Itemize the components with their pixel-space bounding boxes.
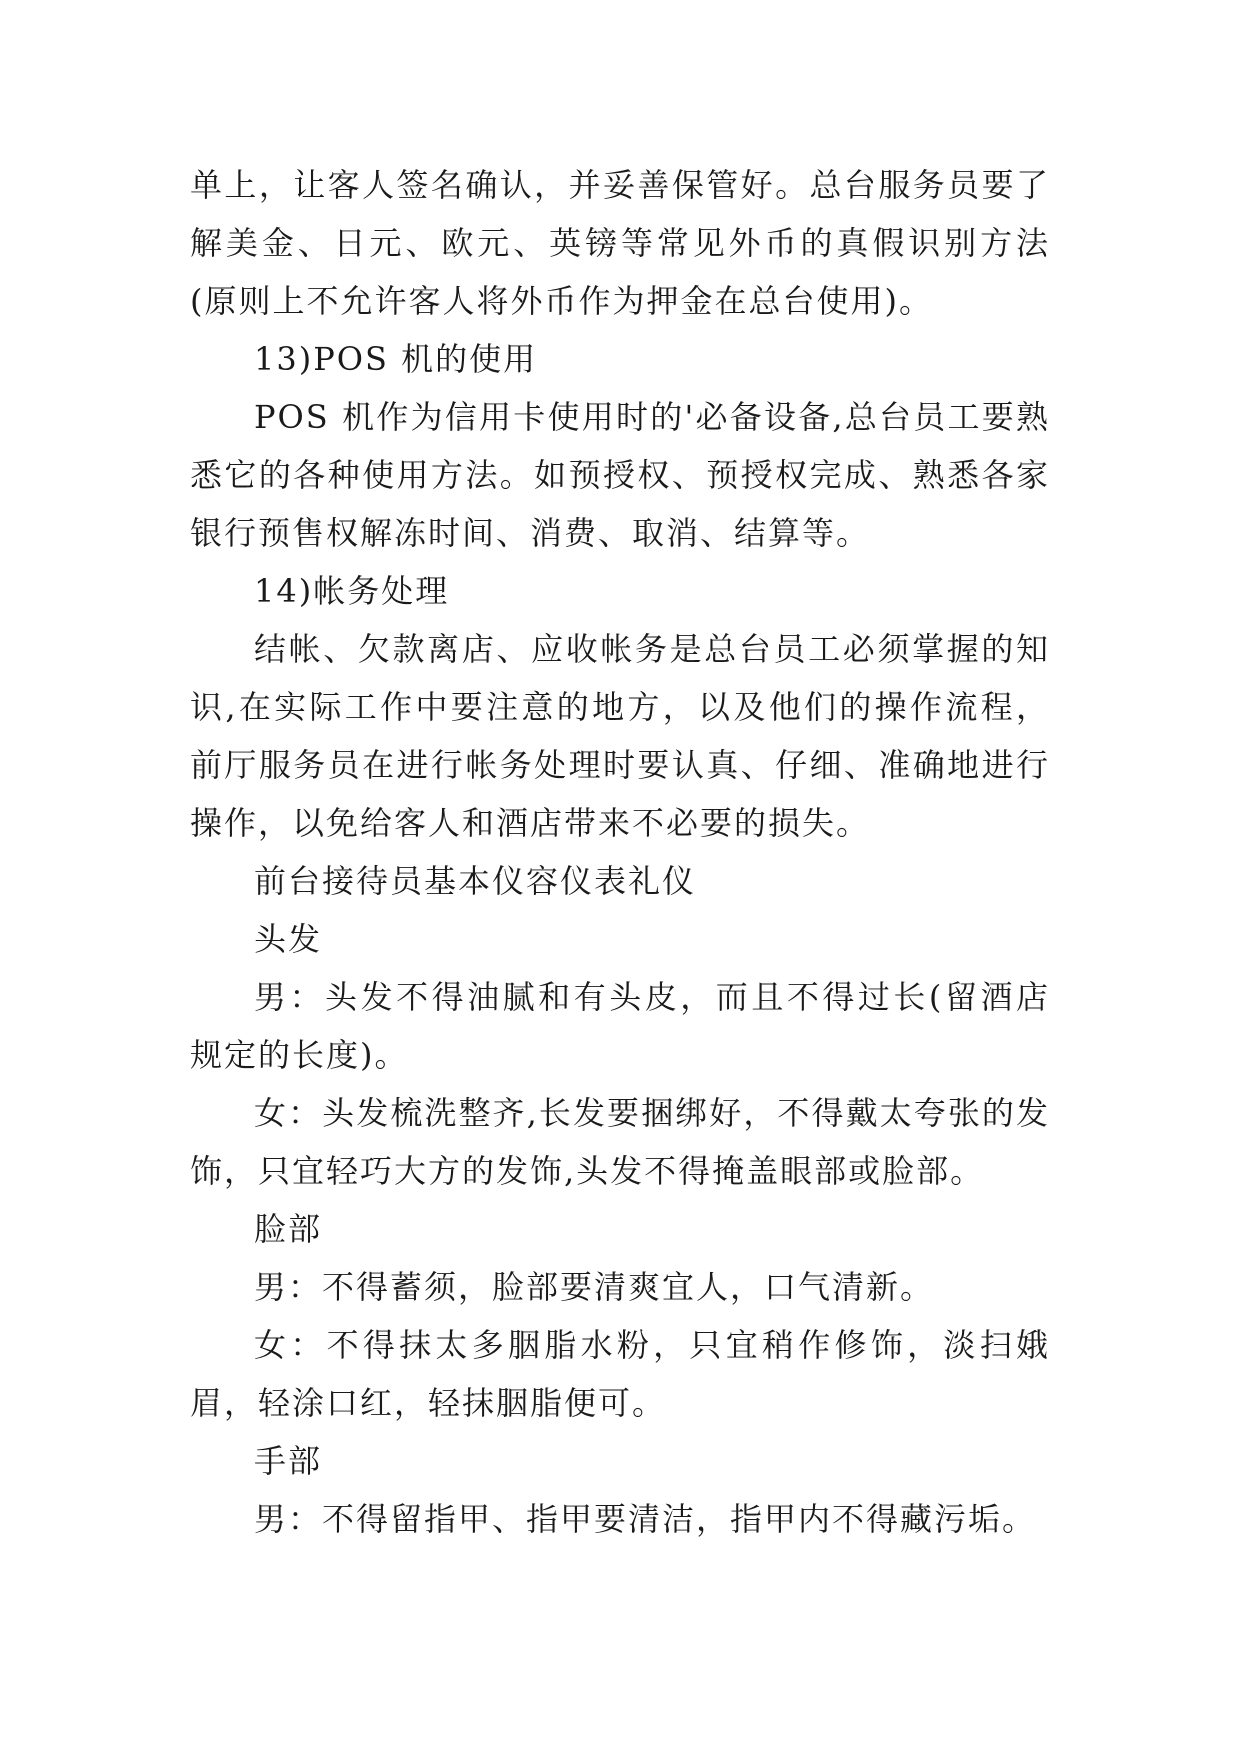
document-body xyxy=(190,156,1050,1548)
heading-accounting: 14)帐务处理 xyxy=(254,572,450,610)
paragraph-pos-usage: POS 机作为信用卡使用时的'必备设备,总台员工要熟悉它的各种使用方法。如预授权、预授权完成、熟悉各家银行预售权解冻时间、消费、取消、结算等。 xyxy=(190,398,1050,552)
heading-hands: 手部 xyxy=(254,1442,323,1480)
heading-hair: 头发 xyxy=(254,920,323,958)
paragraph-hair-female: 女：头发梳洗整齐,长发要捆绑好，不得戴太夸张的发饰，只宜轻巧大方的发饰,头发不得掩盖眼部或脸部。 xyxy=(190,1094,1050,1190)
paragraph-hair-male: 男：头发不得油腻和有头皮，而且不得过长(留酒店规定的长度)。 xyxy=(190,978,1050,1074)
heading-face: 脸部 xyxy=(254,1210,323,1248)
paragraph-face-male: 男：不得蓄须，脸部要清爽宜人，口气清新。 xyxy=(254,1268,935,1306)
paragraph-accounting: 结帐、欠款离店、应收帐务是总台员工必须掌握的知识,在实际工作中要注意的地方，以及他们的操作流程，前厅服务员在进行帐务处理时要认真、仔细、准确地进行操作，以免给客人和酒店带来不必要的损失。 xyxy=(190,630,1050,842)
heading-pos-machine: 13)POS 机的使用 xyxy=(254,340,538,378)
paragraph-hands-male: 男：不得留指甲、指甲要清洁，指甲内不得藏污垢。 xyxy=(254,1500,1037,1538)
paragraph-deposit-currency: 单上，让客人签名确认，并妥善保管好。总台服务员要了解美金、日元、欧元、英镑等常见外币的真假识别方法(原则上不允许客人将外币作为押金在总台使用)。 xyxy=(190,166,1050,320)
heading-grooming-etiquette: 前台接待员基本仪容仪表礼仪 xyxy=(254,862,697,900)
paragraph-face-female: 女：不得抹太多胭脂水粉，只宜稍作修饰，淡扫娥眉，轻涂口红，轻抹胭脂便可。 xyxy=(190,1326,1050,1422)
